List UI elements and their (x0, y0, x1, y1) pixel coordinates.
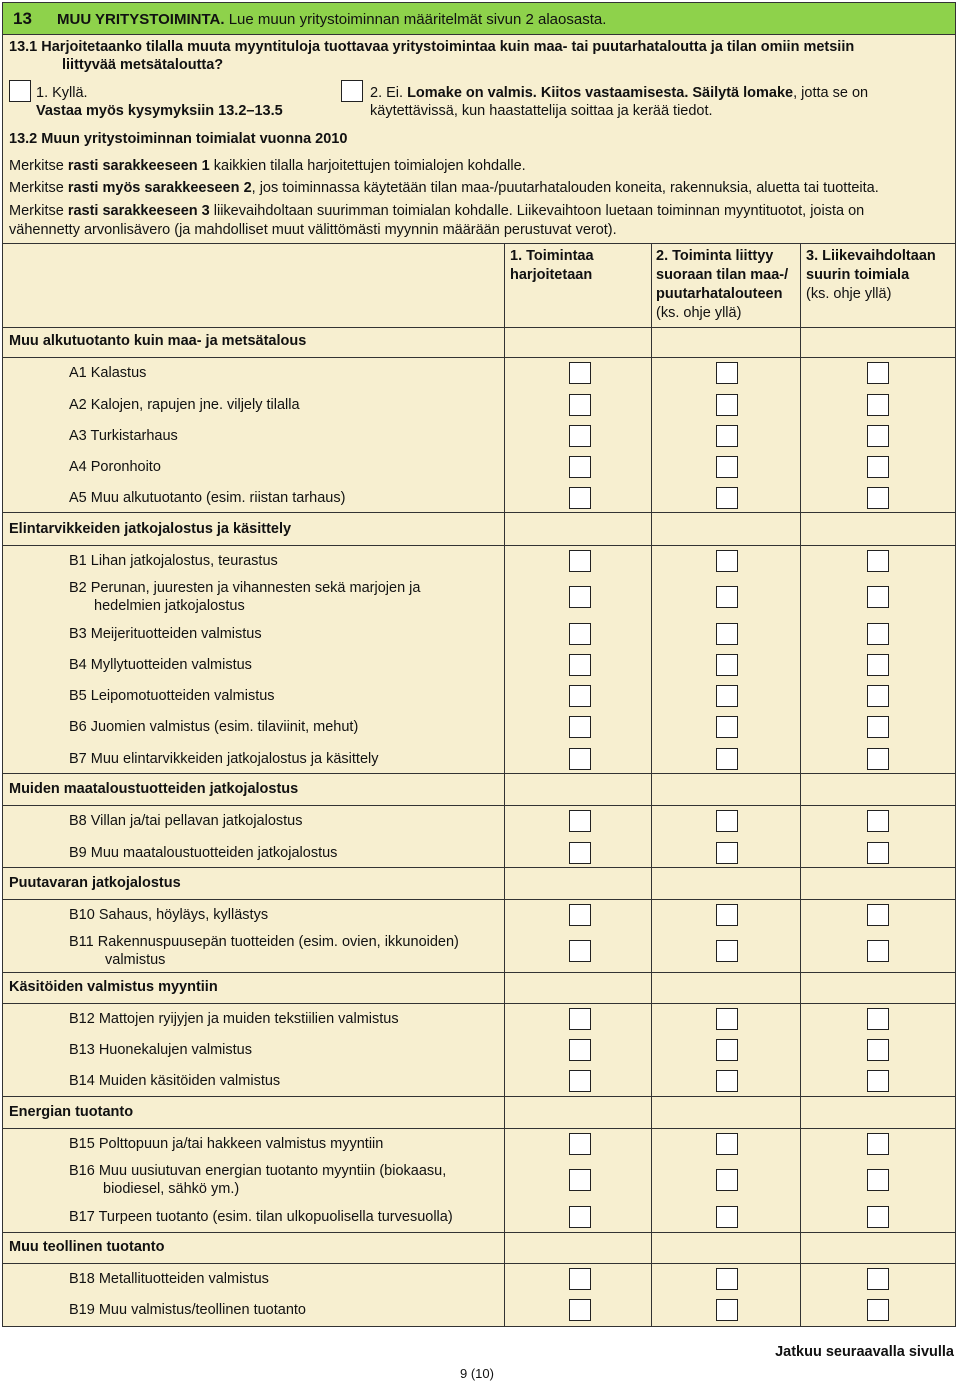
checkbox-b2-col2[interactable] (716, 586, 738, 608)
checkbox-b11-col2[interactable] (716, 940, 738, 962)
category-f-under (3, 1128, 955, 1129)
checkbox-b12-col1[interactable] (569, 1008, 591, 1030)
category-c-under (3, 805, 955, 806)
row-b17: B17 Turpeen tuotanto (esim. tilan ulkopuolisella turvesuolla) (69, 1209, 453, 1225)
section-subtitle: Lue muun yritystoiminnan määritelmät sivun 2 alaosasta. (228, 11, 607, 28)
continue-note: Jatkuu seuraavalla sivulla (775, 1344, 954, 1360)
option-no-line2: käytettävissä, kun haastattelija soittaa ja kerää tiedot. (370, 103, 713, 119)
q13-2-instructions (9, 155, 954, 240)
checkbox-a3-col2[interactable] (716, 425, 738, 447)
checkbox-a2-col2[interactable] (716, 394, 738, 416)
row-b1: B1 Lihan jatkojalostus, teurastus (69, 553, 278, 569)
checkbox-b18-col1[interactable] (569, 1268, 591, 1290)
option-no-bold: Lomake on valmis. Kiitos vastaamisesta. Säilytä lomake (407, 85, 794, 101)
checkbox-b7-col2[interactable] (716, 748, 738, 770)
row-a3: A3 Turkistarhaus (69, 428, 178, 444)
col-header-2 (656, 247, 788, 323)
category-a-line (3, 357, 955, 358)
row-b3: B3 Meijerituotteiden valmistus (69, 626, 262, 642)
row-b16 (69, 1162, 446, 1198)
row-b8: B8 Villan ja/tai pellavan jatkojalostus (69, 813, 303, 829)
col2-divider (651, 243, 652, 1327)
checkbox-a1-col1[interactable] (569, 362, 591, 384)
row-b11-l1: B11 Rakennuspuusepän tuotteiden (esim. ovien, ikkunoiden) (69, 934, 459, 950)
category-b-label: Elintarvikkeiden jatkojalostus ja käsittely (9, 521, 292, 537)
checkbox-a4-col1[interactable] (569, 456, 591, 478)
checkbox-a2-col1[interactable] (569, 394, 591, 416)
instr3-a: Merkitse (9, 203, 68, 219)
category-b-under (3, 545, 955, 546)
checkbox-b1-col2[interactable] (716, 550, 738, 572)
checkbox-a3-col3[interactable] (867, 425, 889, 447)
row-a2: A2 Kalojen, rapujen jne. viljely tilalla (69, 397, 300, 413)
instr1-a: Merkitse (9, 158, 68, 174)
row-a5: A5 Muu alkutuotanto (esim. riistan tarhaus) (69, 490, 346, 506)
section-title (57, 11, 606, 28)
row-b16-l1: B16 Muu uusiutuvan energian tuotanto myyntiin (biokaasu, (69, 1163, 447, 1179)
row-b11-l2: valmistus (105, 952, 166, 968)
checkbox-b3-col1[interactable] (569, 623, 591, 645)
category-d-under (3, 899, 955, 900)
category-c-line (3, 773, 955, 774)
checkbox-b13-col2[interactable] (716, 1039, 738, 1061)
checkbox-b2-col3[interactable] (867, 586, 889, 608)
checkbox-b11-col3[interactable] (867, 940, 889, 962)
category-d-line (3, 867, 955, 868)
checkbox-b11-col1[interactable] (569, 940, 591, 962)
checkbox-b16-col2[interactable] (716, 1169, 738, 1191)
col1-l1: 1. Toimintaa (510, 248, 594, 264)
q13-1-number: 13.1 (9, 39, 38, 55)
checkbox-b9-col3[interactable] (867, 842, 889, 864)
row-b18: B18 Metallituotteiden valmistus (69, 1271, 269, 1287)
col-header-3 (806, 247, 936, 304)
checkbox-b7-col1[interactable] (569, 748, 591, 770)
instr2-c: , jos toiminnassa käytetään tilan maa-/puutarhatalouden koneita, rakennuksia, aluetta tai tuotteita. (251, 180, 879, 196)
col3-l1: 3. Liikevaihdoltaan (806, 248, 936, 264)
checkbox-b15-col3[interactable] (867, 1133, 889, 1155)
checkbox-yes[interactable] (9, 80, 31, 102)
col2-l2: suoraan tilan maa-/ (656, 267, 789, 283)
col2-l4: (ks. ohje yllä) (656, 305, 742, 321)
instr3-c: liikevaihdoltaan suurimman toimialan kohdalle. Liikevaihtoon luetaan toiminnan myyntituotot, joista on (209, 203, 865, 219)
instr2-b: rasti myös sarakkeeseen 2 (67, 180, 252, 196)
option-no (370, 84, 950, 120)
q13-2-title: 13.2 Muun yritystoiminnan toimialat vuonna 2010 (9, 131, 348, 147)
section-header-bar (3, 3, 955, 35)
checkbox-a4-col2[interactable] (716, 456, 738, 478)
option-yes-label: 1. Kyllä. (36, 85, 88, 101)
checkbox-b3-col3[interactable] (867, 623, 889, 645)
checkbox-b13-col1[interactable] (569, 1039, 591, 1061)
row-b7: B7 Muu elintarvikkeiden jatkojalostus ja käsittely (69, 751, 379, 767)
q13-1-text-line2: liittyvää metsätaloutta? (62, 57, 224, 73)
checkbox-b15-col2[interactable] (716, 1133, 738, 1155)
checkbox-b14-col1[interactable] (569, 1070, 591, 1092)
category-f-label: Energian tuotanto (9, 1104, 134, 1120)
row-b16-l2: biodiesel, sähkö ym.) (103, 1181, 240, 1197)
checkbox-b7-col3[interactable] (867, 748, 889, 770)
table-header-line (3, 327, 955, 328)
checkbox-b9-col2[interactable] (716, 842, 738, 864)
checkbox-b17-col3[interactable] (867, 1206, 889, 1228)
section-number: 13 (13, 9, 32, 28)
checkbox-no[interactable] (341, 80, 363, 102)
col3-l2: suurin toimiala (806, 267, 910, 283)
checkbox-b4-col1[interactable] (569, 654, 591, 676)
category-e-label: Käsitöiden valmistus myyntiin (9, 979, 218, 995)
category-g-line (3, 1232, 955, 1233)
checkbox-b6-col1[interactable] (569, 716, 591, 738)
row-b12: B12 Mattojen ryijyjen ja muiden tekstiilien valmistus (69, 1011, 399, 1027)
instruction-3 (9, 202, 954, 240)
row-b9: B9 Muu maataloustuotteiden jatkojalostus (69, 845, 338, 861)
col1-divider (504, 243, 505, 1327)
category-f-line (3, 1096, 955, 1097)
row-b15: B15 Polttopuun ja/tai hakkeen valmistus myyntiin (69, 1136, 384, 1152)
instr2-a: Merkitse (9, 180, 68, 196)
checkbox-b13-col3[interactable] (867, 1039, 889, 1061)
category-d-label: Puutavaran jatkojalostus (9, 875, 181, 891)
checkbox-b8-col1[interactable] (569, 810, 591, 832)
row-b10: B10 Sahaus, höyläys, kyllästys (69, 907, 269, 923)
q13-1-text-line1: Harjoitetaanko tilalla muuta myyntituloja tuottavaa yritystoimintaa kuin maa- tai puutarhataloutta ja tilan omiin metsiin (41, 39, 855, 55)
checkbox-a3-col1[interactable] (569, 425, 591, 447)
checkbox-b19-col1[interactable] (569, 1299, 591, 1321)
row-b14: B14 Muiden käsitöiden valmistus (69, 1073, 281, 1089)
option-no-prefix: 2. Ei. (370, 85, 404, 101)
category-e-under (3, 1003, 955, 1004)
checkbox-a5-col3[interactable] (867, 487, 889, 509)
checkbox-b8-col2[interactable] (716, 810, 738, 832)
q13-1-question (9, 38, 854, 74)
page-number: 9 (10) (460, 1366, 494, 1381)
checkbox-a4-col3[interactable] (867, 456, 889, 478)
option-no-rest: , jotta se on (793, 85, 869, 101)
option-yes (36, 84, 283, 120)
section-title-bold: MUU YRITYSTOIMINTA. (57, 11, 225, 28)
checkbox-b12-col2[interactable] (716, 1008, 738, 1030)
col1-l2: harjoitetaan (510, 267, 593, 283)
checkbox-b19-col3[interactable] (867, 1299, 889, 1321)
row-b6: B6 Juomien valmistus (esim. tilaviinit, mehut) (69, 719, 359, 735)
col-header-1 (510, 247, 594, 285)
checkbox-b4-col2[interactable] (716, 654, 738, 676)
checkbox-b4-col3[interactable] (867, 654, 889, 676)
checkbox-b17-col2[interactable] (716, 1206, 738, 1228)
instruction-2 (9, 177, 954, 199)
category-b-line (3, 512, 955, 513)
row-a1: A1 Kalastus (69, 365, 147, 381)
checkbox-b6-col2[interactable] (716, 716, 738, 738)
checkbox-b5-col2[interactable] (716, 685, 738, 707)
checkbox-a1-col3[interactable] (867, 362, 889, 384)
checkbox-b9-col1[interactable] (569, 842, 591, 864)
checkbox-b6-col3[interactable] (867, 716, 889, 738)
checkbox-a5-col1[interactable] (569, 487, 591, 509)
row-b2-l1: B2 Perunan, juuresten ja vihannesten sekä marjojen ja (69, 580, 421, 596)
checkbox-b5-col3[interactable] (867, 685, 889, 707)
checkbox-b16-col1[interactable] (569, 1169, 591, 1191)
checkbox-b15-col1[interactable] (569, 1133, 591, 1155)
table-top-line (3, 243, 955, 244)
checkbox-b1-col1[interactable] (569, 550, 591, 572)
option-yes-note: Vastaa myös kysymyksiin 13.2–13.5 (36, 103, 283, 119)
row-b19: B19 Muu valmistus/teollinen tuotanto (69, 1302, 306, 1318)
checkbox-b18-col2[interactable] (716, 1268, 738, 1290)
checkbox-a1-col2[interactable] (716, 362, 738, 384)
instr3-b: rasti sarakkeeseen 3 (67, 203, 210, 219)
row-a4: A4 Poronhoito (69, 459, 161, 475)
instruction-1 (9, 155, 954, 177)
checkbox-b16-col3[interactable] (867, 1169, 889, 1191)
checkbox-b14-col3[interactable] (867, 1070, 889, 1092)
checkbox-b18-col3[interactable] (867, 1268, 889, 1290)
row-b4: B4 Myllytuotteiden valmistus (69, 657, 252, 673)
checkbox-a5-col2[interactable] (716, 487, 738, 509)
checkbox-b8-col3[interactable] (867, 810, 889, 832)
checkbox-b5-col1[interactable] (569, 685, 591, 707)
checkbox-b19-col2[interactable] (716, 1299, 738, 1321)
checkbox-b2-col1[interactable] (569, 586, 591, 608)
col2-l3: puutarhatalouteen (656, 286, 783, 302)
checkbox-b10-col3[interactable] (867, 904, 889, 926)
checkbox-b1-col3[interactable] (867, 550, 889, 572)
instr3-line2: vähennetty arvonlisävero (ja mahdolliset muut välittömästi myynnin määrään perustuvat verot). (9, 222, 617, 238)
checkbox-b10-col2[interactable] (716, 904, 738, 926)
category-e-line (3, 972, 955, 973)
row-b2-l2: hedelmien jatkojalostus (94, 598, 245, 614)
row-b2 (69, 579, 420, 615)
checkbox-b14-col2[interactable] (716, 1070, 738, 1092)
col3-l3: (ks. ohje yllä) (806, 286, 892, 302)
row-b13: B13 Huonekalujen valmistus (69, 1042, 252, 1058)
instr1-b: rasti sarakkeeseen 1 (67, 158, 210, 174)
category-g-label: Muu teollinen tuotanto (9, 1239, 165, 1255)
checkbox-b10-col1[interactable] (569, 904, 591, 926)
checkbox-a2-col3[interactable] (867, 394, 889, 416)
category-g-under (3, 1263, 955, 1264)
checkbox-b12-col3[interactable] (867, 1008, 889, 1030)
checkbox-b17-col1[interactable] (569, 1206, 591, 1228)
row-b5: B5 Leipomotuotteiden valmistus (69, 688, 275, 704)
instr1-c: kaikkien tilalla harjoitettujen toimialojen kohdalle. (209, 158, 526, 174)
col3-divider (800, 243, 801, 1327)
col2-l1: 2. Toiminta liittyy (656, 248, 774, 264)
category-c-label: Muiden maataloustuotteiden jatkojalostus (9, 781, 299, 797)
category-a-label: Muu alkutuotanto kuin maa- ja metsätalous (9, 333, 307, 349)
checkbox-b3-col2[interactable] (716, 623, 738, 645)
row-b11 (69, 933, 459, 969)
